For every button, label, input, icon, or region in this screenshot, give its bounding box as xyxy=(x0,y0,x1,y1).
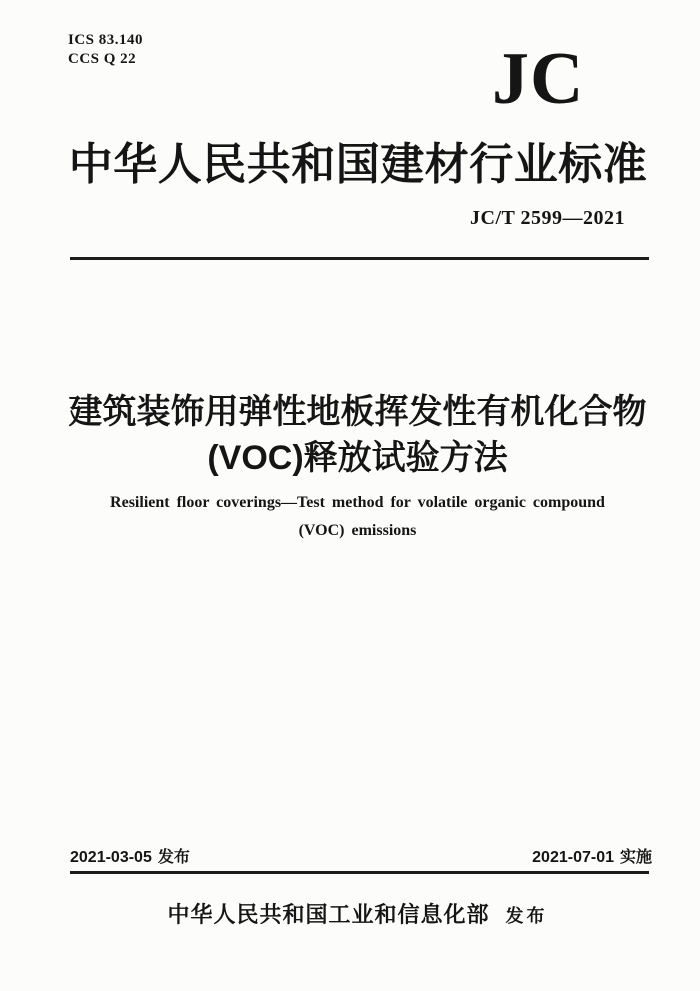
header-rule xyxy=(70,257,649,260)
issue-date-label: 发布 xyxy=(157,849,190,866)
standard-title-en-line2: (VOC) emissions xyxy=(298,522,417,539)
implement-date: 2021-07-01 xyxy=(532,849,614,866)
standard-title-zh-line1: 建筑装饰用弹性地板挥发性有机化合物 xyxy=(68,393,647,431)
classification-codes xyxy=(68,31,143,69)
publisher-action-label: 发布 xyxy=(505,906,548,926)
publisher-line xyxy=(35,898,680,929)
publisher-name: 中华人民共和国工业和信息化部 xyxy=(167,902,490,927)
implement-date-group xyxy=(532,848,652,867)
dates-row xyxy=(70,848,652,867)
issue-date-group xyxy=(70,848,190,867)
ccs-code: CCS Q 22 xyxy=(68,51,137,67)
jc-logo: JC xyxy=(492,38,585,120)
footer-rule xyxy=(70,871,649,874)
standard-category-title: 中华人民共和国建材行业标准 xyxy=(68,140,648,189)
ics-code: ICS 83.140 xyxy=(68,32,144,48)
standard-title-en-line1: Resilient floor coverings—Test method for volatile organic compound xyxy=(110,494,605,511)
standard-title-zh-line2: (VOC)释放试验方法 xyxy=(207,439,508,477)
standard-number: JC/T 2599—2021 xyxy=(470,207,625,229)
implement-date-label: 实施 xyxy=(619,849,652,866)
issue-date: 2021-03-05 xyxy=(70,849,152,866)
